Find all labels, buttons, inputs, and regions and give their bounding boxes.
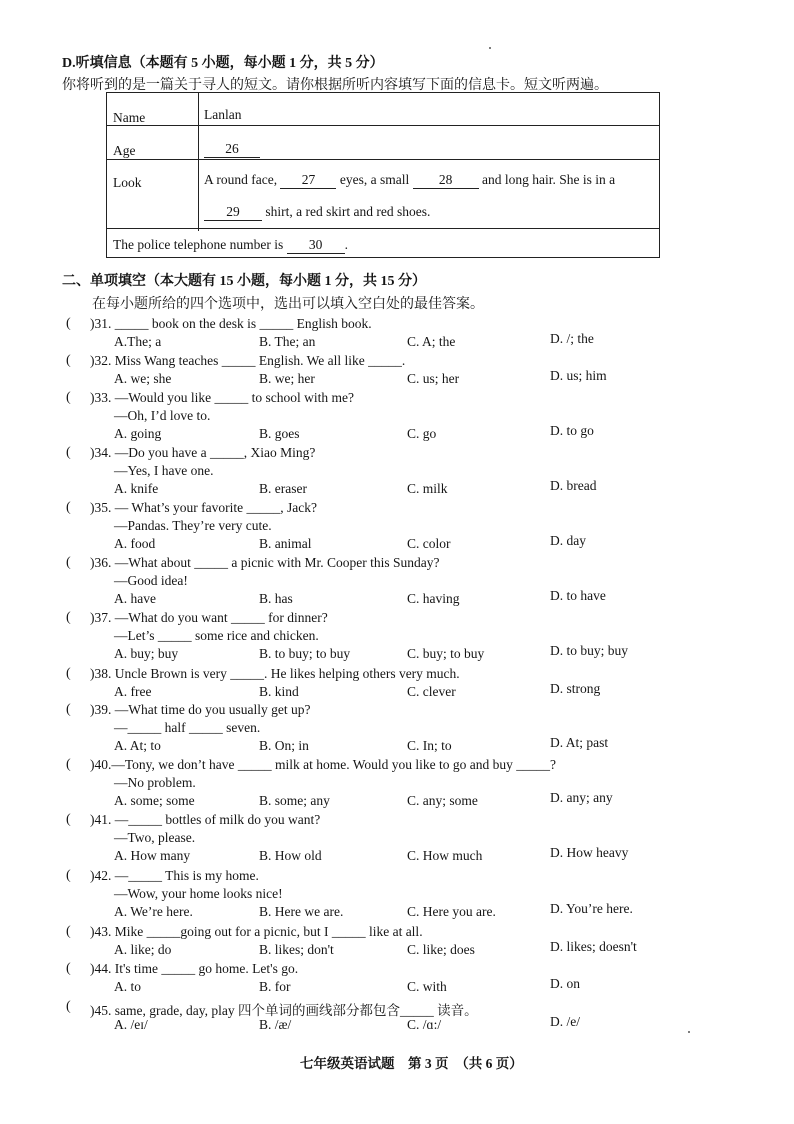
answer-option[interactable]: B. eraser [259,481,307,496]
question-stem: )42. —_____ This is my home. [90,868,259,883]
answer-option[interactable]: A. free [114,684,152,699]
answer-option[interactable]: B. /æ/ [259,1017,292,1032]
question-stem: )32. Miss Wang teaches _____ English. We all like _____. [90,353,406,368]
name-label: Name [113,110,146,125]
answer-option[interactable]: A. /eɪ/ [114,1017,148,1032]
police-end: . [344,237,348,252]
question-reply: —Let’s _____ some rice and chicken. [114,628,319,643]
answer-option[interactable]: B. for [259,979,291,994]
answer-paren[interactable]: ( [66,868,71,883]
question-reply: —Oh, I’d love to. [114,408,211,423]
answer-option[interactable]: D. likes; doesn't [550,939,637,954]
answer-option[interactable]: D. to go [550,423,594,438]
answer-option[interactable]: D. day [550,533,586,548]
look-label: Look [113,175,142,190]
age-value: 26 [204,141,260,158]
answer-option[interactable]: A. to [114,979,141,994]
question-reply: —Good idea! [114,573,188,588]
answer-option[interactable]: A.The; a [114,334,162,349]
answer-option[interactable]: C. any; some [407,793,478,808]
answer-option[interactable]: C. A; the [407,334,456,349]
question-stem: )41. —_____ bottles of milk do you want? [90,812,321,827]
question-stem: )38. Uncle Brown is very _____. He likes helping others very much. [90,666,460,681]
answer-option[interactable]: C. buy; to buy [407,646,485,661]
answer-option[interactable]: B. animal [259,536,312,551]
answer-option[interactable]: A. knife [114,481,159,496]
answer-paren[interactable]: ( [66,316,71,331]
answer-paren[interactable]: ( [66,390,71,405]
answer-option[interactable]: A. At; to [114,738,161,753]
answer-option[interactable]: C. clever [407,684,456,699]
question-stem: )35. — What’s your favorite _____, Jack? [90,500,317,515]
answer-option[interactable]: A. going [114,426,162,441]
answer-paren[interactable]: ( [66,924,71,939]
answer-option[interactable]: B. How old [259,848,322,863]
age-value-line [204,141,260,158]
answer-option[interactable]: D. to buy; buy [550,643,629,658]
question-reply: —Wow, your home looks nice! [114,886,283,901]
page-footer: 七年级英语试题 第 3 页 （共 6 页） [300,1056,523,1071]
answer-option[interactable]: C. go [407,426,437,441]
answer-option[interactable]: C. like; does [407,942,475,957]
answer-option[interactable]: D. /e/ [550,1014,580,1029]
answer-option[interactable]: B. The; an [259,334,316,349]
scan-speck [688,1031,690,1033]
answer-option[interactable]: B. we; her [259,371,315,386]
question-stem: )44. It's time _____ go home. Let's go. [90,961,299,976]
answer-option[interactable]: A. like; do [114,942,172,957]
police-text: The police telephone number is [113,237,284,252]
answer-paren[interactable]: ( [66,666,71,681]
answer-paren[interactable]: ( [66,500,71,515]
answer-option[interactable]: D. any; any [550,790,613,805]
answer-option[interactable]: B. likes; don't [259,942,334,957]
answer-option[interactable]: D. on [550,976,580,991]
look-text-b: eyes, a small [339,172,410,187]
answer-option[interactable]: A. buy; buy [114,646,179,661]
question-stem: )34. —Do you have a _____, Xiao Ming? [90,445,316,460]
answer-option[interactable]: D. strong [550,681,601,696]
answer-option[interactable]: A. some; some [114,793,195,808]
answer-option[interactable]: B. some; any [259,793,330,808]
answer-option[interactable]: C. with [407,979,447,994]
section-2-title: 二、单项填空（本大题有 15 小题，每小题 1 分，共 15 分） [62,274,426,289]
question-stem: )36. —What about _____ a picnic with Mr. Cooper this Sunday? [90,555,440,570]
question-stem: )37. —What do you want _____ for dinner? [90,610,328,625]
section-d-title: D.听填信息（本题有 5 小题，每小题 1 分，共 5 分） [62,56,384,71]
question-reply: —Pandas. They’re very cute. [114,518,272,533]
answer-option[interactable]: D. bread [550,478,597,493]
question-stem: )31. _____ book on the desk is _____ English book. [90,316,372,331]
answer-option[interactable]: D. How heavy [550,845,629,860]
answer-paren[interactable]: ( [66,353,71,368]
answer-paren[interactable]: ( [66,610,71,625]
answer-paren[interactable]: ( [66,961,71,976]
answer-option[interactable]: B. to buy; to buy [259,646,351,661]
answer-paren[interactable]: ( [66,757,71,772]
question-stem: )40.—Tony, we don’t have _____ milk at home. Would you like to go and buy _____? [90,757,557,772]
answer-option[interactable]: C. color [407,536,451,551]
look-line-2 [204,204,430,221]
info-card-table [106,92,660,258]
answer-option[interactable]: C. having [407,591,460,606]
answer-option[interactable]: B. goes [259,426,300,441]
question-reply: —No problem. [114,775,196,790]
answer-option[interactable]: D. to have [550,588,606,603]
police-line [113,237,348,254]
answer-option[interactable]: D. us; him [550,368,607,383]
answer-option[interactable]: B. Here we are. [259,904,344,919]
age-label: Age [113,143,136,158]
look-text-c: and long hair. She is in a [481,172,616,187]
answer-option[interactable]: D. At; past [550,735,609,750]
answer-option[interactable]: D. /; the [550,331,594,346]
answer-option[interactable]: B. kind [259,684,299,699]
question-stem: )45. same, grade, day, play 四个单词的画线部分都包含_____ 读音。 [90,1003,478,1018]
question-stem: )39. —What time do you usually get up? [90,702,311,717]
blank-28[interactable]: 28 [413,172,479,189]
answer-paren[interactable]: ( [66,999,71,1014]
answer-paren[interactable]: ( [66,812,71,827]
answer-option[interactable]: D. You’re here. [550,901,633,916]
question-reply: —Two, please. [114,830,196,845]
question-reply: —_____ half _____ seven. [114,720,261,735]
section-2-instruction: 在每小题所给的四个选项中，选出可以填入空白处的最佳答案。 [92,297,484,312]
question-stem: )43. Mike _____going out for a picnic, but I _____ like at all. [90,924,423,939]
answer-option[interactable]: C. How much [407,848,483,863]
scan-speck [489,47,491,49]
answer-option[interactable]: B. On; in [259,738,309,753]
answer-paren[interactable]: ( [66,555,71,570]
look-text-d: shirt, a red skirt and red shoes. [265,204,431,219]
section-d-instruction: 你将听到的是一篇关于寻人的短文。请你根据所听内容填写下面的信息卡。短文听两遍。 [62,78,608,93]
blank-30[interactable]: 30 [287,237,345,254]
blank-27[interactable]: 27 [280,172,336,189]
answer-option[interactable]: A. have [114,591,156,606]
answer-option[interactable]: C. us; her [407,371,460,386]
answer-paren[interactable]: ( [66,702,71,717]
answer-option[interactable]: C. In; to [407,738,452,753]
answer-option[interactable]: A. How many [114,848,191,863]
answer-paren[interactable]: ( [66,445,71,460]
look-line-1 [204,172,615,189]
answer-option[interactable]: C. Here you are. [407,904,496,919]
answer-option[interactable]: C. /ɑ:/ [407,1017,442,1032]
question-reply: —Yes, I have one. [114,463,214,478]
blank-29[interactable]: 29 [204,204,262,221]
answer-option[interactable]: A. We’re here. [114,904,193,919]
question-stem: )33. —Would you like _____ to school with me? [90,390,355,405]
answer-option[interactable]: C. milk [407,481,448,496]
look-text-a: A round face, [204,172,278,187]
answer-option[interactable]: A. food [114,536,156,551]
answer-option[interactable]: A. we; she [114,371,172,386]
answer-option[interactable]: B. has [259,591,293,606]
name-value: Lanlan [204,107,242,122]
